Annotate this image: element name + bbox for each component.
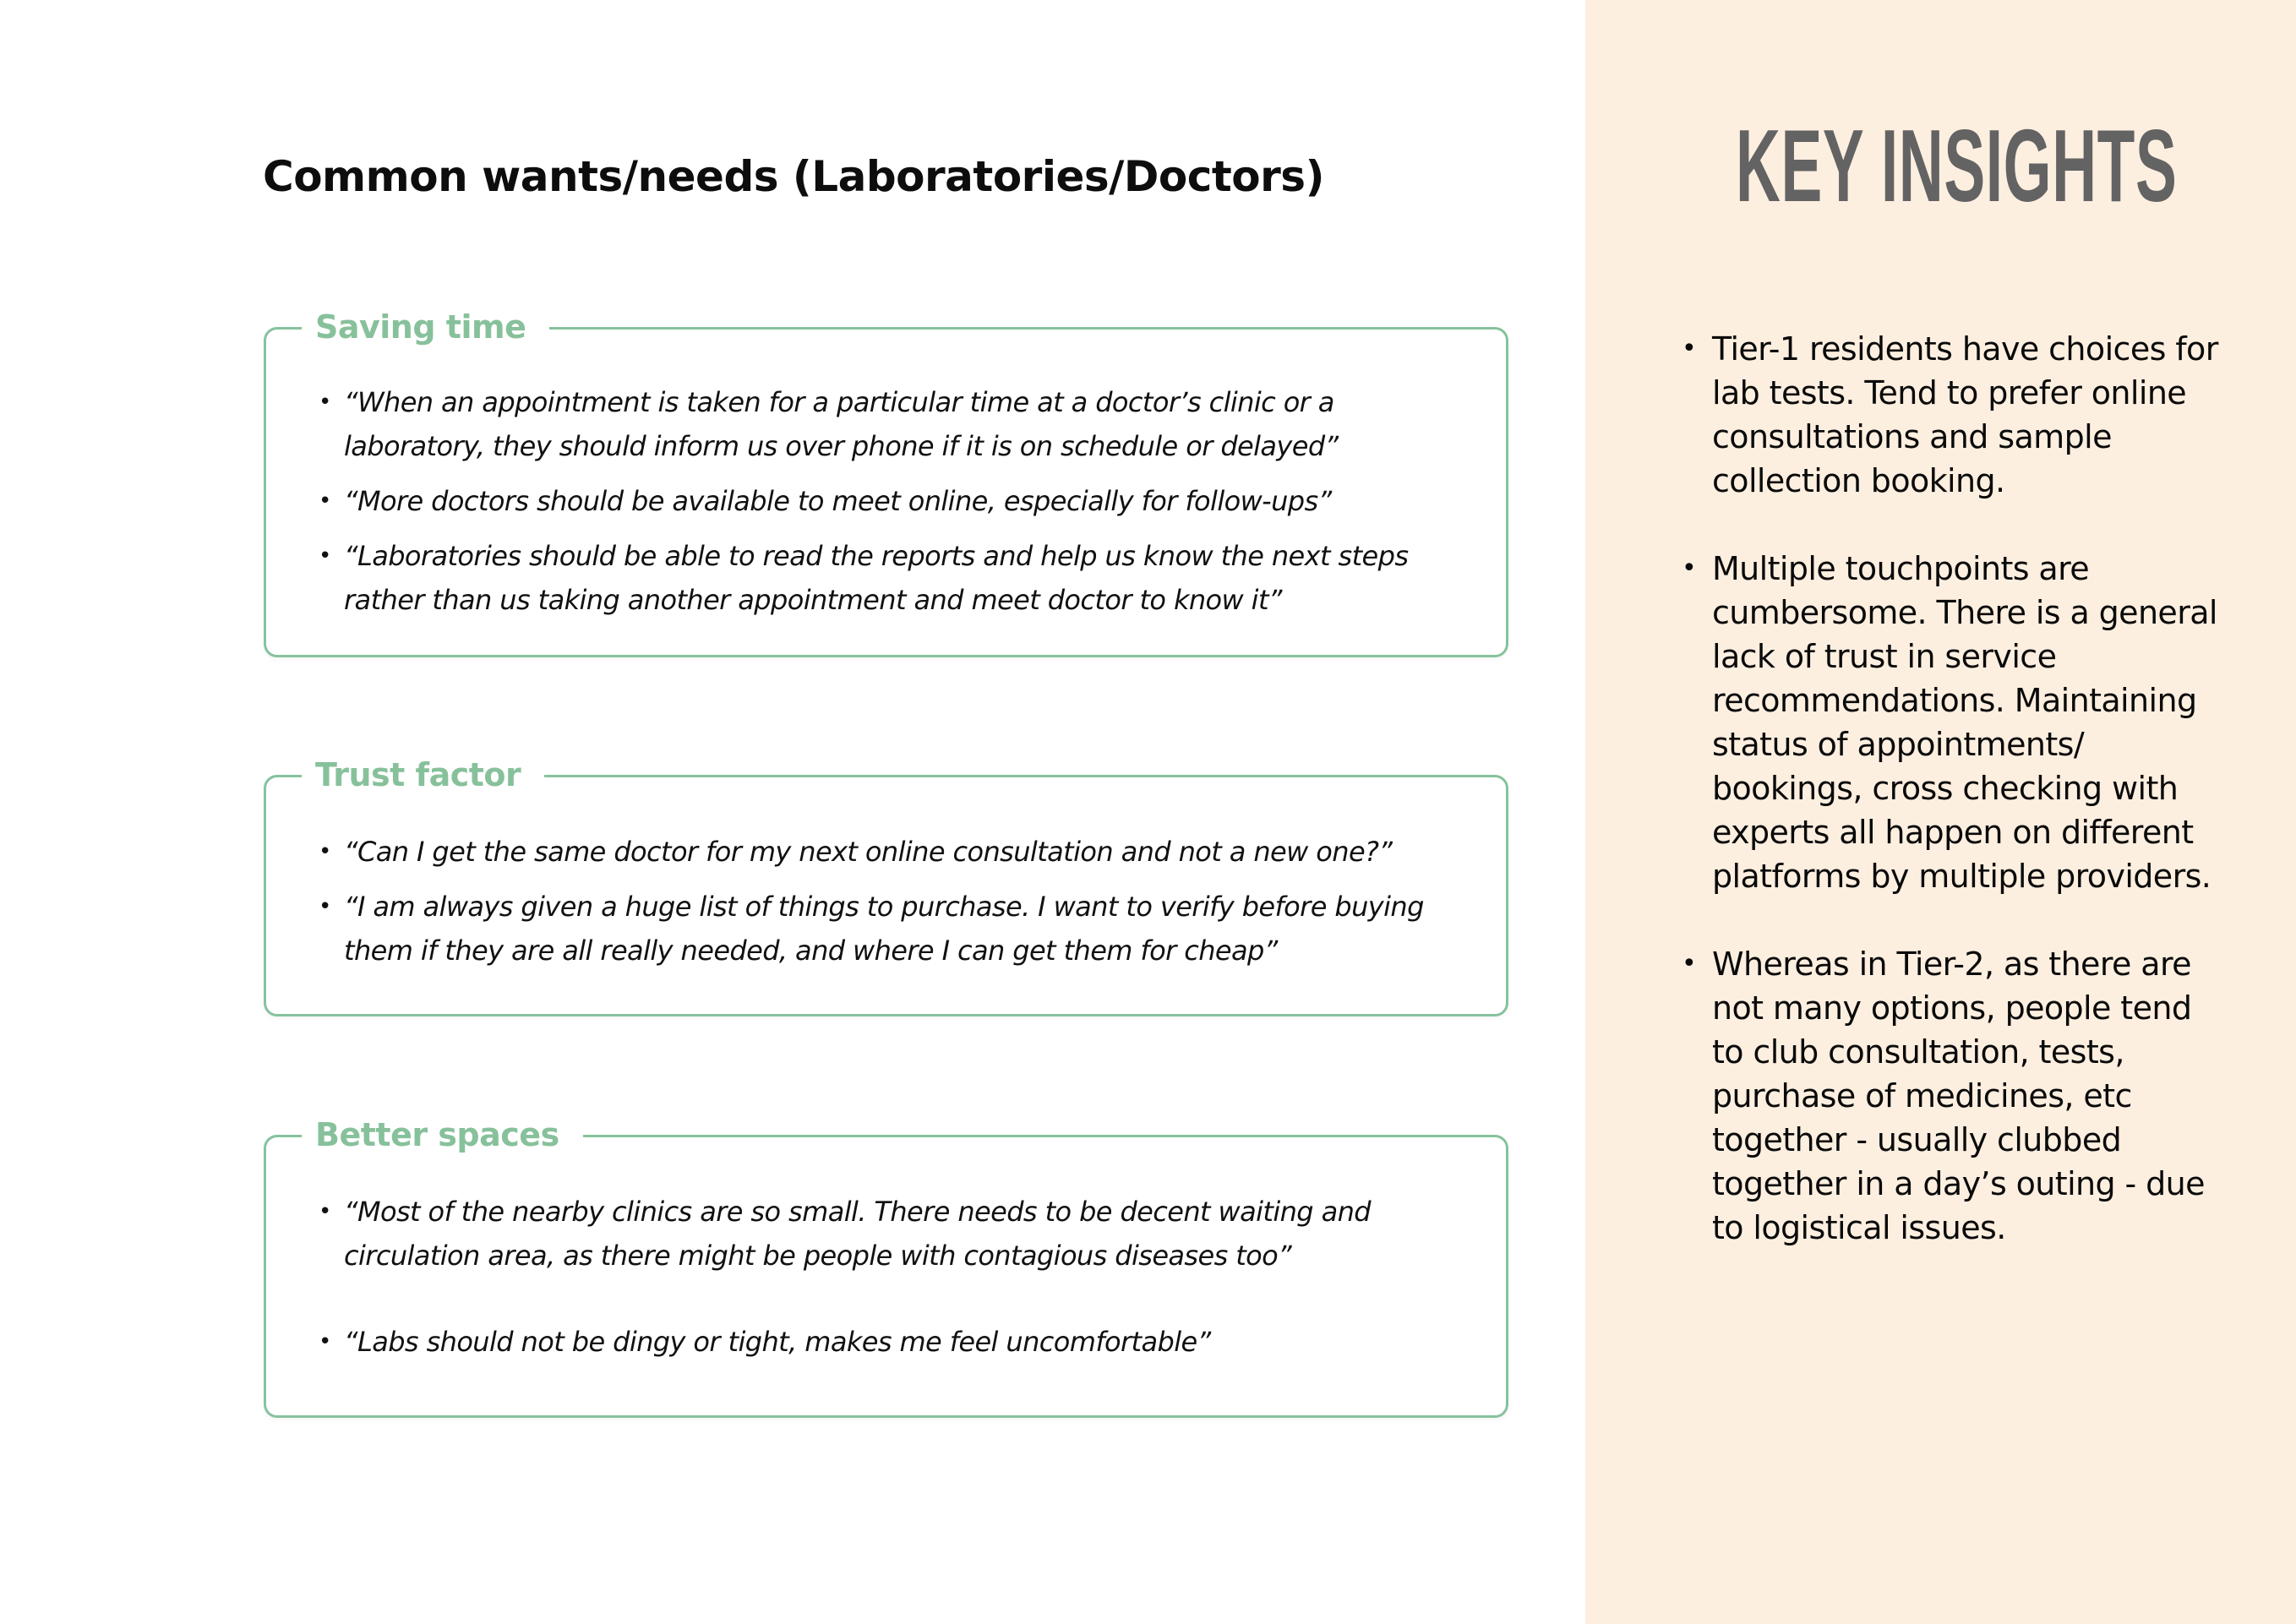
quote-item: • “More doctors should be available to meet online, especially for follow-ups” <box>319 479 1472 523</box>
section-title: Saving time <box>302 305 549 349</box>
insight-item: • Whereas in Tier-2, as there are not many options, people tend to club consultation, tests, purchase of medicines, etc together - usually clubbed together in a day’s outing - due to logistical issues. <box>1682 942 2222 1250</box>
quote-item: • “Can I get the same doctor for my next online consultation and not a new one?” <box>319 830 1472 874</box>
page-title: Common wants/needs (Laboratories/Doctors) <box>263 152 1324 201</box>
quote-list <box>319 1190 1472 1364</box>
insights-list <box>1682 327 2222 1294</box>
quote-item: • “Laboratories should be able to read the reports and help us know the next steps rather than us taking another appointment and meet doctor to know it” <box>319 534 1472 622</box>
quote-list <box>319 830 1472 984</box>
quote-item: • “When an appointment is taken for a particular time at a doctor’s clinic or a laboratory, they should inform us over phone if it is on schedule or delayed” <box>319 380 1472 468</box>
quote-list <box>319 380 1472 633</box>
key-insights-panel <box>1585 0 2296 1624</box>
section-card-better-spaces <box>264 1116 1508 1418</box>
insight-item: • Tier-1 residents have choices for lab tests. Tend to prefer online consultations and sample collection booking. <box>1682 327 2222 503</box>
section-title: Trust factor <box>302 753 544 797</box>
section-card-saving-time <box>264 308 1508 657</box>
quote-item: • “I am always given a huge list of things to purchase. I want to verify before buying them if they are all really needed, and where I can get them for cheap” <box>319 885 1472 973</box>
insights-title: KEY INSIGHTS <box>1736 108 2178 223</box>
quote-item: • “Most of the nearby clinics are so small. There needs to be decent waiting and circulation area, as there might be people with contagious diseases too” <box>319 1190 1472 1278</box>
insight-item: • Multiple touchpoints are cumbersome. There is a general lack of trust in service recommendations. Maintaining status of appointments/ bookings, cross checking with experts all happen on different platforms by multiple providers. <box>1682 547 2222 898</box>
quote-item: • “Labs should not be dingy or tight, makes me feel uncomfortable” <box>319 1320 1472 1364</box>
section-card-trust-factor <box>264 756 1508 1016</box>
section-title: Better spaces <box>302 1113 583 1157</box>
